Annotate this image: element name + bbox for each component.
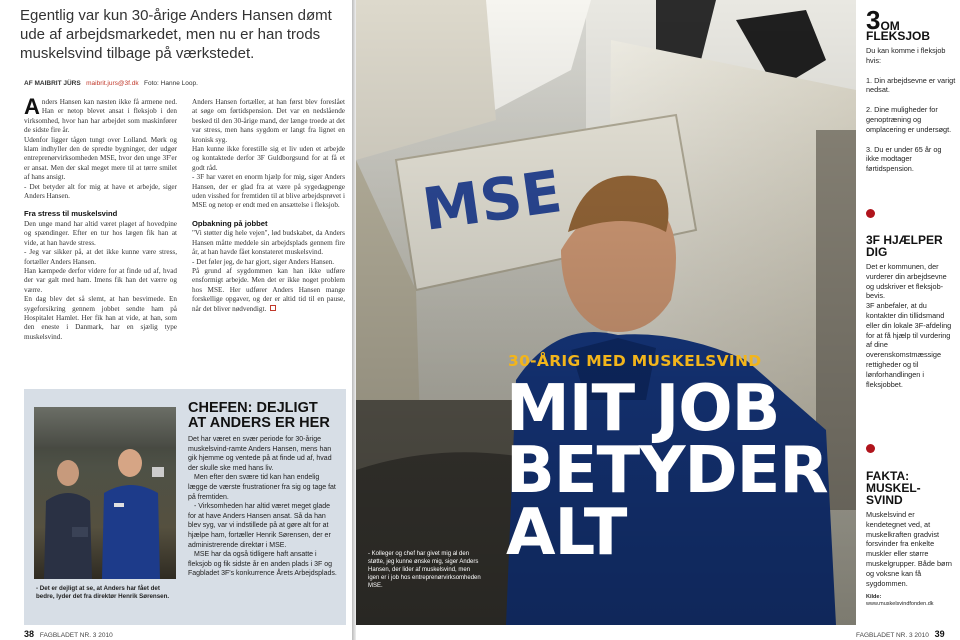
- article-paragraph: - Jeg var sikker på, at det ikke kunne være stress, fortæller Anders Hansen.: [24, 248, 177, 266]
- article-headline: [506, 372, 846, 570]
- article-column-1: [24, 94, 177, 342]
- section-paragraph: Muskelsvind er kendetegnet ved, at muskelkraften gradvist forsvinder fra enkelte muskler eller større muskelgrupper. Både børn og voksne kan få sygdommen.: [866, 510, 952, 588]
- section-title: FAKTA: MUSKEL-SVIND: [866, 469, 921, 507]
- section-number: 3: [866, 5, 881, 35]
- end-mark-icon: [270, 305, 276, 311]
- byline-photo: Foto: Hanne Loop.: [144, 80, 198, 87]
- headline-line: ALT: [506, 496, 627, 570]
- man-figure-icon: [96, 447, 168, 579]
- box-text: [188, 435, 338, 579]
- drop-cap: A: [24, 94, 40, 119]
- page-footer-left: [24, 629, 113, 639]
- list-item: 2. Dine muligheder for genoptræning og omplacering er undersøgt.: [866, 105, 952, 134]
- page-number: 38: [24, 629, 35, 639]
- box-paragraph: Det har været en svær periode for 30-årige muskelsvind-ramte Anders Hansen, mens han gik hjemme og ventede på at finde ud af, hvad der skulle ske med hans liv.: [188, 436, 332, 472]
- main-photo: [356, 0, 856, 625]
- source-link[interactable]: www.muskelsvindfonden.dk: [866, 601, 934, 608]
- sidebar-section-fakta: [866, 470, 956, 608]
- section-heading: Fra stress til muskelsvind: [24, 209, 118, 219]
- man-figure-icon: [42, 457, 94, 579]
- sidebar-section-3f: [866, 234, 956, 389]
- byline: [24, 80, 344, 87]
- headline-line: BETYDER: [506, 434, 828, 508]
- article-paragraph: - Det føler jeg, de har gjort, siger Anders Hansen.: [192, 257, 335, 266]
- box-photo: [34, 407, 176, 579]
- sidebar-section-fleksjob: 3OM FLEKSJOB Du kan komme i fleksjob hvis: 1. Din arbejdsevne er varigt nedsat. 2. Dine muligheder for genoptræning og omplacering er undersøgt. 3. Du er under 65 år og ikke modtager førtidspension.: [866, 5, 956, 174]
- article-paragraph: Han kunne ikke forestille sig et liv uden et arbejde og kontaktede derfor 3F Guldborgsund for at få et godt råd.: [192, 145, 345, 172]
- footer-publication: FAGBLADET NR. 3 2010: [39, 632, 113, 639]
- article-paragraph: - 3F har været en enorm hjælp for mig, siger Anders Hansen, der er glad fra at være på sygedagpenge uden visshed for fremtiden til at blive arbejdsprøvet i MSE og netop er endt med en ansættelse i fleksjob.: [192, 173, 345, 210]
- box-title: CHEFEN: DEJLIGT AT ANDERS ER HER: [188, 400, 330, 431]
- section-title: 3F HJÆLPER DIG: [866, 233, 943, 259]
- fact-sidebar: [856, 0, 960, 640]
- box-paragraph: MSE har da også tidligere haft ansatte i fleksjob og fik sidste år en anden plads i 3F og Fagbladet 3F's konkurrence Årets Arbejdsplads.: [188, 551, 337, 578]
- article-paragraph: Den unge mand har altid været plaget af hovedpine og spændinger. Efter en tur hos lægen fik han at vide, at han havde stress.: [24, 219, 177, 247]
- article-paragraph: Han kæmpede derfor videre for at finde ud af, hvad der var galt med ham. Imens fik han det værre og værre.: [24, 266, 177, 294]
- intro-text: Egentlig var kun 30-årige Anders Hansen dømt ude af arbejdsmarkedet, men nu er han trods muskelsvind tilbage på værkstedet.: [20, 7, 332, 62]
- left-page: [0, 0, 352, 640]
- chef-box: [24, 389, 346, 625]
- article-column-2: [192, 98, 345, 314]
- section-intro: Du kan komme i fleksjob hvis:: [866, 46, 946, 65]
- byline-email[interactable]: maibrit.jurs@3f.dk: [86, 80, 139, 87]
- page-number: 39: [934, 629, 945, 639]
- article-subheadline: 30-ÅRIG MED MUSKELSVIND: [508, 352, 762, 370]
- article-paragraph: En dag blev det så slemt, at han besvimede. En sygeforsikring gennem jobbet sendte ham på Hospitalet Hamlet. Her fik han at vide, at han, som den eneste i Danmark, har en sjælig type muskelsvind.: [24, 295, 177, 341]
- source-note: Kilde: www.muskelsvindfonden.dk: [866, 594, 934, 608]
- article-paragraph: Anders Hansen kan næsten ikke få armene ned. Han er netop blevet ansat i fleksjob i den virksomhed, hvor han har arbejdet som maskinfører de sidste fire år.: [24, 94, 177, 135]
- page-footer-right: [856, 629, 960, 639]
- list-item: 1. Din arbejdsevne er varigt nedsat.: [866, 75, 956, 95]
- article-paragraph: Anders Hansen fortæller, at han først blev foreslået at søge om førtidspension. Det var en nedslående besked til den 30-årige mand, der længe troede at det var stress, men hans sygdom er langt fra lignet en kronisk syg.: [192, 98, 345, 144]
- footer-publication: FAGBLADET NR. 3 2010: [856, 632, 929, 639]
- section-title: FLEKSJOB: [866, 29, 931, 43]
- box-photo-caption: - Det er dejligt at se, at Anders har fået det bedre, lyder det fra direktør Henrik Sørensen.: [36, 585, 170, 600]
- bullet-dot-icon: [866, 209, 875, 218]
- article-paragraph: Udenfor ligger tågen tungt over Lolland. Mørk og klam indhyller den de spredte bygninger, der udgør entreprenørvirksomheden MSE, hvor den unge 3F'er er ansat. Men der skal meget mere til at tørre smilet af hans ansigt.: [24, 135, 177, 182]
- photo-caption: - Kolleger og chef har givet mig al den støtte, jeg kunne ønske mig, siger Anders Hansen, der lider af muskelsvind, men igen er i job hos entreprenørvirksomheden MSE.: [368, 551, 481, 589]
- bullet-dot-icon: [866, 444, 875, 453]
- list-item: 3. Du er under 65 år og ikke modtager førtidspension.: [866, 144, 942, 174]
- article-paragraph: - Det betyder alt for mig at have et arbejde, siger Anders Hansen.: [24, 182, 177, 201]
- article-paragraph: "Vi støtter dig hele vejen", lød budskabet, da Anders Hansen måtte meddele sin arbejdsplads gennem fire år, at han havde fået konstateret muskelsvind.: [192, 229, 345, 257]
- byline-author: AF MAIBRIT JÜRS: [24, 80, 81, 87]
- box-paragraph: Men efter den svære tid kan han endelig lægge de værste frustrationer fra sig og tage fat på fremtiden.: [188, 474, 336, 501]
- section-paragraph: Det er kommunen, der vurderer din arbejdsevne og udskriver et fleksjob-bevis.: [866, 262, 947, 301]
- headline-line: MIT JOB: [506, 372, 780, 446]
- article-paragraph: På grund af sygdommen kan han ikke udføre ensformigt arbejde. Men det er ikke noget problem hos MSE. Her udfører Anders Hansen mange forskellige opgaver, og der er altid tid til en pause, når det bliver nødvendigt.: [192, 266, 345, 313]
- section-heading: Opbakning på jobbet: [192, 218, 268, 228]
- section-paragraph: 3F anbefaler, at du kontakter din tillidsmand eller din lokale 3F-afdeling for at få hjælp til vurdering af dine overenskomstmæssige rettigheder og til lønforhandlingen i fleksjobbet.: [866, 301, 952, 389]
- box-paragraph: - Virksomheden har altid været meget glade for at have Anders Hansen ansat. Så da han blev syg, var vi indstillede på at gøre alt for at hjælpe ham, fortæller Henrik Sørensen, der er administrerende direktør i MSE.: [188, 503, 331, 549]
